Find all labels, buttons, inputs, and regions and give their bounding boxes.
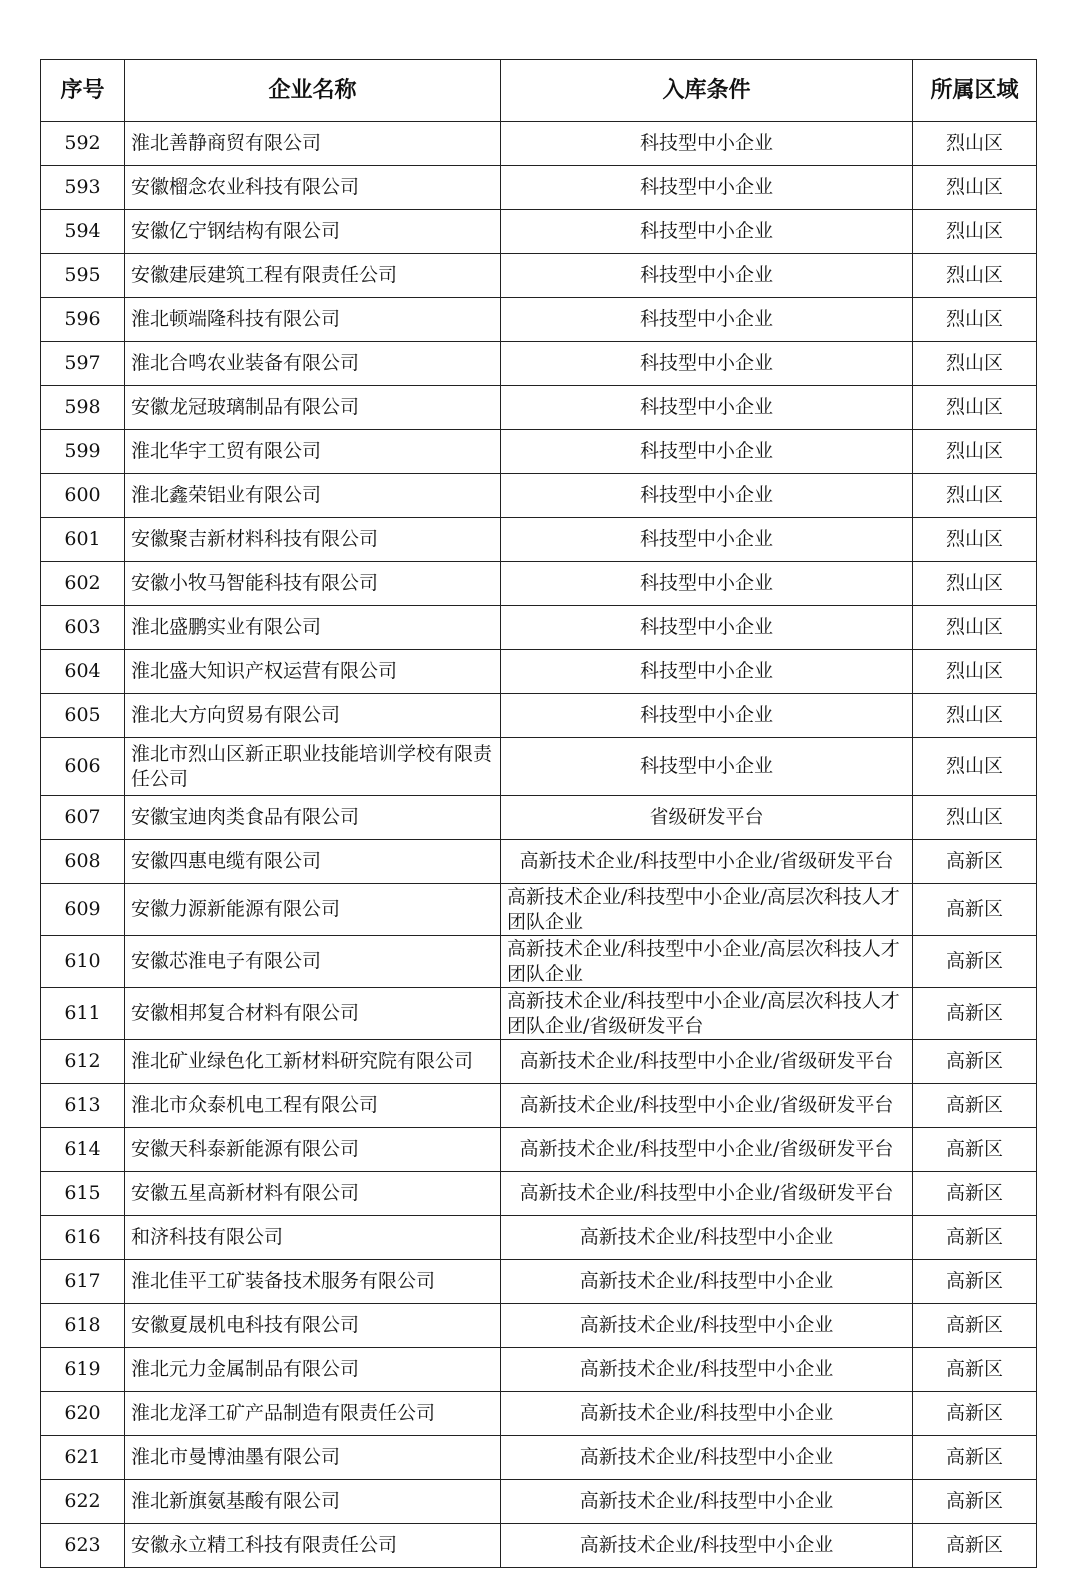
table-body	[41, 122, 1037, 1568]
area-cell: 烈山区	[913, 386, 1037, 430]
seq-cell: 619	[41, 1348, 125, 1392]
table-row	[41, 298, 1037, 342]
table-row	[41, 210, 1037, 254]
condition-cell: 高新技术企业/科技型中小企业/高层次科技人才团队企业/省级研发平台	[501, 988, 913, 1040]
condition-cell: 科技型中小企业	[501, 606, 913, 650]
condition-cell: 高新技术企业/科技型中小企业/高层次科技人才团队企业	[501, 936, 913, 988]
company-name-cell: 淮北龙泽工矿产品制造有限责任公司	[125, 1392, 501, 1436]
condition-cell: 科技型中小企业	[501, 254, 913, 298]
seq-cell: 599	[41, 430, 125, 474]
seq-cell: 594	[41, 210, 125, 254]
condition-cell: 高新技术企业/科技型中小企业	[501, 1260, 913, 1304]
seq-cell: 623	[41, 1524, 125, 1568]
table-row	[41, 840, 1037, 884]
seq-cell: 618	[41, 1304, 125, 1348]
seq-cell: 596	[41, 298, 125, 342]
area-cell: 高新区	[913, 1436, 1037, 1480]
condition-cell: 高新技术企业/科技型中小企业	[501, 1480, 913, 1524]
seq-cell: 597	[41, 342, 125, 386]
area-cell: 烈山区	[913, 254, 1037, 298]
table-row	[41, 650, 1037, 694]
area-cell: 高新区	[913, 1304, 1037, 1348]
company-name-cell: 淮北大方向贸易有限公司	[125, 694, 501, 738]
table-row	[41, 936, 1037, 988]
area-cell: 烈山区	[913, 430, 1037, 474]
condition-cell: 高新技术企业/科技型中小企业/省级研发平台	[501, 1084, 913, 1128]
header-area: 所属区域	[913, 60, 1037, 122]
table-row	[41, 988, 1037, 1040]
seq-cell: 615	[41, 1172, 125, 1216]
seq-cell: 600	[41, 474, 125, 518]
table-row	[41, 122, 1037, 166]
company-name-cell: 安徽相邦复合材料有限公司	[125, 988, 501, 1040]
area-cell: 高新区	[913, 1084, 1037, 1128]
area-cell: 高新区	[913, 1128, 1037, 1172]
table-row	[41, 606, 1037, 650]
seq-cell: 614	[41, 1128, 125, 1172]
condition-cell: 高新技术企业/科技型中小企业/省级研发平台	[501, 1172, 913, 1216]
condition-cell: 科技型中小企业	[501, 474, 913, 518]
header-row	[41, 60, 1037, 122]
table-row	[41, 884, 1037, 936]
area-cell: 高新区	[913, 988, 1037, 1040]
area-cell: 烈山区	[913, 342, 1037, 386]
condition-cell: 科技型中小企业	[501, 210, 913, 254]
company-name-cell: 安徽亿宁钢结构有限公司	[125, 210, 501, 254]
seq-cell: 607	[41, 796, 125, 840]
company-name-cell: 安徽建辰建筑工程有限责任公司	[125, 254, 501, 298]
area-cell: 烈山区	[913, 122, 1037, 166]
condition-cell: 高新技术企业/科技型中小企业/省级研发平台	[501, 840, 913, 884]
condition-cell: 科技型中小企业	[501, 430, 913, 474]
company-name-cell: 安徽小牧马智能科技有限公司	[125, 562, 501, 606]
company-name-cell: 安徽四惠电缆有限公司	[125, 840, 501, 884]
company-name-cell: 安徽力源新能源有限公司	[125, 884, 501, 936]
seq-cell: 620	[41, 1392, 125, 1436]
table-row	[41, 1304, 1037, 1348]
condition-cell: 科技型中小企业	[501, 518, 913, 562]
seq-cell: 603	[41, 606, 125, 650]
seq-cell: 612	[41, 1040, 125, 1084]
seq-cell: 616	[41, 1216, 125, 1260]
table-row	[41, 254, 1037, 298]
condition-cell: 科技型中小企业	[501, 562, 913, 606]
company-name-cell: 安徽芯淮电子有限公司	[125, 936, 501, 988]
table-row	[41, 562, 1037, 606]
company-name-cell: 淮北矿业绿色化工新材料研究院有限公司	[125, 1040, 501, 1084]
header-condition: 入库条件	[501, 60, 913, 122]
seq-cell: 611	[41, 988, 125, 1040]
condition-cell: 科技型中小企业	[501, 738, 913, 796]
condition-cell: 科技型中小企业	[501, 650, 913, 694]
condition-cell: 高新技术企业/科技型中小企业	[501, 1304, 913, 1348]
company-name-cell: 安徽五星高新材料有限公司	[125, 1172, 501, 1216]
condition-cell: 高新技术企业/科技型中小企业	[501, 1348, 913, 1392]
company-name-cell: 和济科技有限公司	[125, 1216, 501, 1260]
table-row	[41, 166, 1037, 210]
condition-cell: 科技型中小企业	[501, 342, 913, 386]
area-cell: 烈山区	[913, 562, 1037, 606]
company-name-cell: 淮北市烈山区新正职业技能培训学校有限责任公司	[125, 738, 501, 796]
area-cell: 高新区	[913, 1216, 1037, 1260]
company-name-cell: 安徽天科泰新能源有限公司	[125, 1128, 501, 1172]
company-name-cell: 淮北新旗氨基酸有限公司	[125, 1480, 501, 1524]
seq-cell: 604	[41, 650, 125, 694]
company-name-cell: 安徽榴念农业科技有限公司	[125, 166, 501, 210]
company-name-cell: 安徽夏晟机电科技有限公司	[125, 1304, 501, 1348]
condition-cell: 高新技术企业/科技型中小企业	[501, 1392, 913, 1436]
condition-cell: 高新技术企业/科技型中小企业/高层次科技人才团队企业	[501, 884, 913, 936]
area-cell: 烈山区	[913, 650, 1037, 694]
table-row	[41, 430, 1037, 474]
table-row	[41, 1260, 1037, 1304]
seq-cell: 617	[41, 1260, 125, 1304]
area-cell: 高新区	[913, 936, 1037, 988]
condition-cell: 省级研发平台	[501, 796, 913, 840]
condition-cell: 科技型中小企业	[501, 298, 913, 342]
table-row	[41, 518, 1037, 562]
company-name-cell: 淮北鑫荣铝业有限公司	[125, 474, 501, 518]
company-name-cell: 安徽宝迪肉类食品有限公司	[125, 796, 501, 840]
enterprise-table	[40, 59, 1037, 1568]
table-row	[41, 694, 1037, 738]
area-cell: 烈山区	[913, 606, 1037, 650]
table-header	[41, 60, 1037, 122]
seq-cell: 595	[41, 254, 125, 298]
header-name: 企业名称	[125, 60, 501, 122]
condition-cell: 高新技术企业/科技型中小企业/省级研发平台	[501, 1128, 913, 1172]
area-cell: 高新区	[913, 1480, 1037, 1524]
table-row	[41, 1216, 1037, 1260]
seq-cell: 601	[41, 518, 125, 562]
table-row	[41, 1436, 1037, 1480]
table-row	[41, 1172, 1037, 1216]
company-name-cell: 淮北佳平工矿装备技术服务有限公司	[125, 1260, 501, 1304]
seq-cell: 613	[41, 1084, 125, 1128]
seq-cell: 605	[41, 694, 125, 738]
condition-cell: 高新技术企业/科技型中小企业/省级研发平台	[501, 1040, 913, 1084]
area-cell: 高新区	[913, 884, 1037, 936]
table-row	[41, 1392, 1037, 1436]
area-cell: 高新区	[913, 1524, 1037, 1568]
company-name-cell: 淮北合鸣农业装备有限公司	[125, 342, 501, 386]
seq-cell: 609	[41, 884, 125, 936]
table-row	[41, 1084, 1037, 1128]
company-name-cell: 安徽聚吉新材料科技有限公司	[125, 518, 501, 562]
area-cell: 烈山区	[913, 738, 1037, 796]
seq-cell: 610	[41, 936, 125, 988]
table-row	[41, 1128, 1037, 1172]
table-row	[41, 1040, 1037, 1084]
table-row	[41, 342, 1037, 386]
seq-cell: 622	[41, 1480, 125, 1524]
area-cell: 高新区	[913, 1172, 1037, 1216]
condition-cell: 高新技术企业/科技型中小企业	[501, 1436, 913, 1480]
area-cell: 高新区	[913, 1348, 1037, 1392]
condition-cell: 高新技术企业/科技型中小企业	[501, 1216, 913, 1260]
company-name-cell: 淮北盛鹏实业有限公司	[125, 606, 501, 650]
table-row	[41, 796, 1037, 840]
seq-cell: 593	[41, 166, 125, 210]
area-cell: 烈山区	[913, 474, 1037, 518]
table-row	[41, 738, 1037, 796]
condition-cell: 高新技术企业/科技型中小企业	[501, 1524, 913, 1568]
company-name-cell: 淮北元力金属制品有限公司	[125, 1348, 501, 1392]
condition-cell: 科技型中小企业	[501, 166, 913, 210]
area-cell: 高新区	[913, 1260, 1037, 1304]
company-name-cell: 淮北市曼博油墨有限公司	[125, 1436, 501, 1480]
table-row	[41, 1524, 1037, 1568]
condition-cell: 科技型中小企业	[501, 122, 913, 166]
area-cell: 烈山区	[913, 796, 1037, 840]
company-name-cell: 淮北善静商贸有限公司	[125, 122, 501, 166]
seq-cell: 621	[41, 1436, 125, 1480]
table-row	[41, 474, 1037, 518]
company-name-cell: 淮北盛大知识产权运营有限公司	[125, 650, 501, 694]
company-name-cell: 安徽永立精工科技有限责任公司	[125, 1524, 501, 1568]
area-cell: 烈山区	[913, 210, 1037, 254]
condition-cell: 科技型中小企业	[501, 386, 913, 430]
company-name-cell: 淮北顿端隆科技有限公司	[125, 298, 501, 342]
area-cell: 烈山区	[913, 166, 1037, 210]
area-cell: 高新区	[913, 840, 1037, 884]
area-cell: 高新区	[913, 1392, 1037, 1436]
area-cell: 烈山区	[913, 694, 1037, 738]
seq-cell: 598	[41, 386, 125, 430]
table-row	[41, 386, 1037, 430]
company-name-cell: 淮北华宇工贸有限公司	[125, 430, 501, 474]
company-name-cell: 安徽龙冠玻璃制品有限公司	[125, 386, 501, 430]
seq-cell: 608	[41, 840, 125, 884]
company-name-cell: 淮北市众泰机电工程有限公司	[125, 1084, 501, 1128]
area-cell: 烈山区	[913, 298, 1037, 342]
area-cell: 烈山区	[913, 518, 1037, 562]
condition-cell: 科技型中小企业	[501, 694, 913, 738]
seq-cell: 592	[41, 122, 125, 166]
seq-cell: 606	[41, 738, 125, 796]
area-cell: 高新区	[913, 1040, 1037, 1084]
table-row	[41, 1348, 1037, 1392]
seq-cell: 602	[41, 562, 125, 606]
table-row	[41, 1480, 1037, 1524]
header-seq: 序号	[41, 60, 125, 122]
